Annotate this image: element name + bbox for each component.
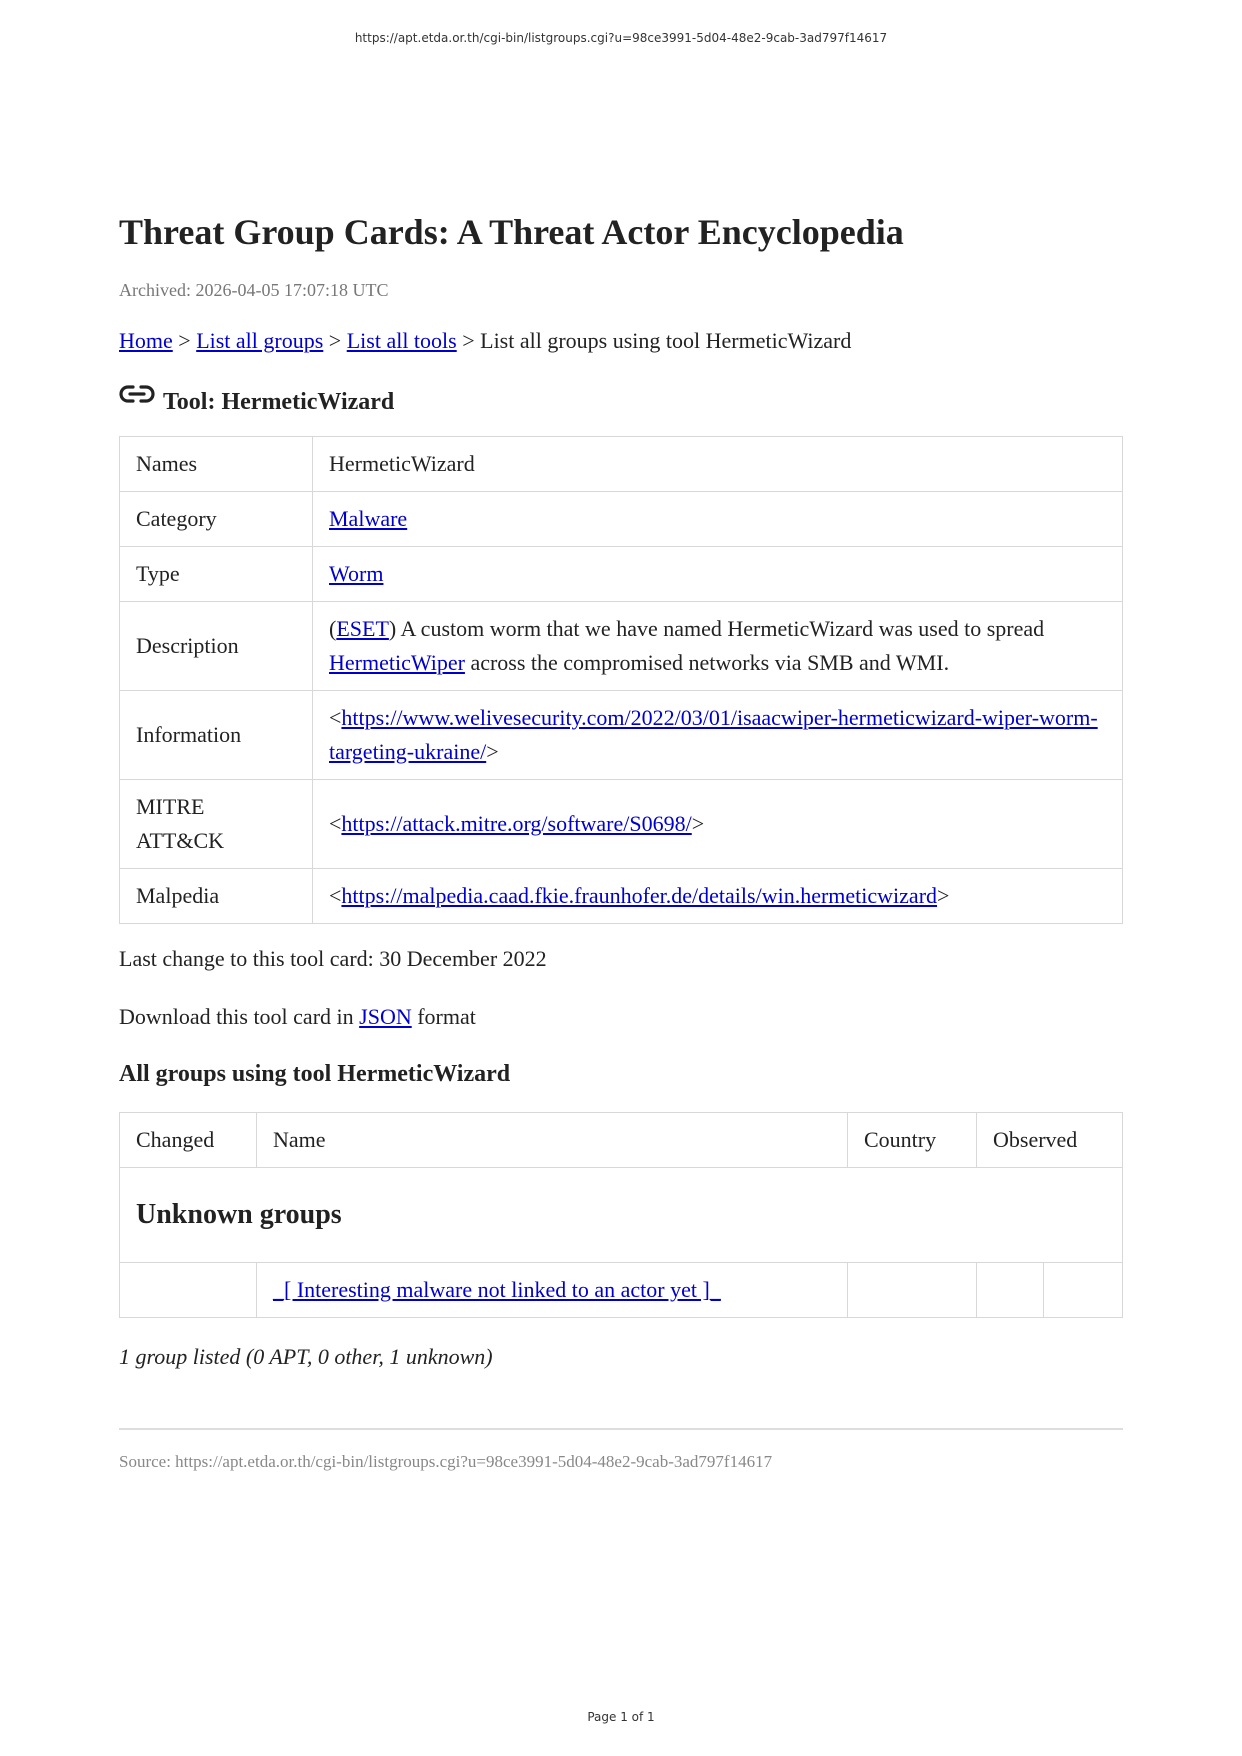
column-header-changed: Changed <box>120 1113 257 1168</box>
malpedia-link[interactable]: https://malpedia.caad.fkie.fraunhofer.de/details/win.hermeticwizard <box>341 883 938 908</box>
group-link[interactable]: _[ Interesting malware not linked to an actor yet ]_ <box>273 1277 721 1302</box>
download-suffix: format <box>411 1004 476 1029</box>
names-value: HermeticWizard <box>313 437 1123 492</box>
groups-heading: All groups using tool HermeticWizard <box>119 1061 511 1087</box>
description-cell <box>313 602 1123 691</box>
last-change-text: Last change to this tool card: 30 December 2022 <box>119 946 547 971</box>
link-icon <box>119 382 155 406</box>
description-text: ) A custom worm that we have named HermeticWizard was used to spread <box>388 616 1045 641</box>
hermeticwiper-link[interactable]: HermeticWiper <box>329 650 465 675</box>
type-label: Type <box>120 547 313 602</box>
breadcrumb-home-link[interactable]: Home <box>119 328 173 353</box>
mitre-label: MITRE ATT&CK <box>120 780 313 869</box>
table-header-row <box>120 1113 1123 1168</box>
breadcrumb-current: > List all groups using tool HermeticWizard <box>456 328 852 353</box>
angle-open: < <box>329 705 342 730</box>
table-row <box>120 492 1123 547</box>
download-line <box>119 1002 1123 1032</box>
column-header-name: Name <box>257 1113 848 1168</box>
information-label: Information <box>120 691 313 780</box>
column-header-observed: Observed <box>977 1113 1123 1168</box>
table-row <box>120 602 1123 691</box>
type-cell <box>313 547 1123 602</box>
table-row <box>120 1263 1123 1318</box>
section-unknown-groups: Unknown groups <box>120 1168 1123 1263</box>
information-link[interactable]: https://www.welivesecurity.com/2022/03/01/isaacwiper-hermeticwizard-wiper-worm-targeting-ukraine/ <box>329 705 1098 764</box>
breadcrumb-separator: > <box>323 328 347 353</box>
description-paren: ( <box>329 616 337 641</box>
download-prefix: Download this tool card in <box>119 1004 360 1029</box>
page-title: Threat Group Cards: A Threat Actor Encyclopedia <box>119 212 904 252</box>
source-url: Source: https://apt.etda.or.th/cgi-bin/listgroups.cgi?u=98ce3991-5d04-48e2-9cab-3ad797f14617 <box>119 1452 773 1471</box>
eset-link[interactable]: ESET <box>336 616 389 641</box>
table-row <box>120 869 1123 924</box>
cell-name <box>257 1263 848 1318</box>
description-label: Description <box>120 602 313 691</box>
tool-info-table <box>119 436 1123 924</box>
mitre-link[interactable]: https://attack.mitre.org/software/S0698/ <box>341 811 692 836</box>
table-row <box>120 691 1123 780</box>
divider <box>119 1428 1123 1430</box>
category-link[interactable]: Malware <box>329 506 408 531</box>
angle-close: > <box>937 883 950 908</box>
malpedia-cell <box>313 869 1123 924</box>
groups-summary: 1 group listed (0 APT, 0 other, 1 unknown) <box>119 1344 493 1369</box>
groups-table <box>119 1112 1123 1318</box>
column-header-country: Country <box>848 1113 977 1168</box>
section-row <box>120 1168 1123 1263</box>
main-content <box>119 210 1123 1474</box>
print-header-url: https://apt.etda.or.th/cgi-bin/listgroups.cgi?u=98ce3991-5d04-48e2-9cab-3ad797f14617 <box>354 31 888 45</box>
malpedia-label: Malpedia <box>120 869 313 924</box>
description-text: across the compromised networks via SMB and WMI. <box>464 650 950 675</box>
table-row <box>120 547 1123 602</box>
cell-observed-extra <box>1044 1263 1123 1318</box>
cell-changed <box>120 1263 257 1318</box>
archived-timestamp: Archived: 2026-04-05 17:07:18 UTC <box>119 280 389 300</box>
category-label: Category <box>120 492 313 547</box>
table-row <box>120 437 1123 492</box>
angle-close: > <box>486 739 499 764</box>
page-number: Page 1 of 1 <box>587 1710 655 1724</box>
angle-close: > <box>691 811 705 836</box>
json-download-link[interactable]: JSON <box>359 1004 412 1029</box>
names-label: Names <box>120 437 313 492</box>
cell-country <box>848 1263 977 1318</box>
breadcrumb-list-tools-link[interactable]: List all tools <box>346 328 457 353</box>
breadcrumb-list-groups-link[interactable]: List all groups <box>196 328 324 353</box>
angle-open: < <box>329 811 342 836</box>
mitre-cell <box>313 780 1123 869</box>
category-cell <box>313 492 1123 547</box>
cell-observed <box>977 1263 1044 1318</box>
angle-open: < <box>329 883 342 908</box>
breadcrumb <box>119 326 1123 356</box>
tool-heading <box>119 386 1123 418</box>
type-link[interactable]: Worm <box>329 561 384 586</box>
breadcrumb-separator: > <box>172 328 197 353</box>
tool-heading-text: Tool: HermeticWizard <box>163 389 395 415</box>
information-cell <box>313 691 1123 780</box>
table-row <box>120 780 1123 869</box>
